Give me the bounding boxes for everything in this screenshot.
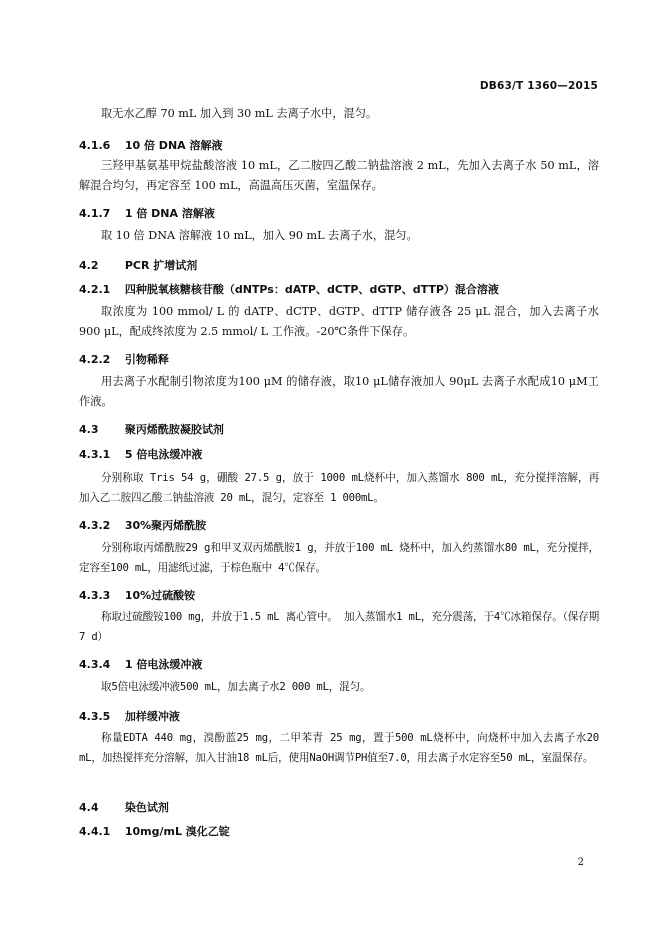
section-number: 4.4 [79, 801, 99, 814]
section-title: 聚丙烯酰胺凝胶试剂 [124, 423, 224, 436]
section-number: 4.2.1 [79, 283, 111, 296]
section-number: 4.4.1 [79, 825, 111, 838]
paragraph: 取5倍电泳缓冲液500 mL，加去离子水2 000 mL，混匀。 [101, 681, 371, 693]
section-heading [79, 257, 197, 273]
section-number: 4.3.4 [79, 658, 111, 671]
section-title: 1 倍 DNA 溶解液 [124, 207, 215, 220]
section-heading [79, 421, 224, 437]
section-number: 4.2 [79, 259, 99, 272]
document-code: DB63/T 1360—2015 [479, 80, 598, 92]
section-number: 4.3.5 [79, 710, 111, 723]
paragraph: 取浓度为 100 mmol/ L 的 dATP、dCTP、dGTP、dTTP 储存液各 25 μL 混合，加入去离子水 900 μL，配成终浓度为 2.5 mmol/ L 工作液。-20℃条件下保存。 [79, 305, 599, 338]
section-number: 4.2.2 [79, 353, 111, 366]
section-title: 四种脱氧核糖核苷酸（dNTPs：dATP、dCTP、dGTP、dTTP）混合溶液 [124, 283, 499, 296]
section-title: 1 倍电泳缓冲液 [124, 658, 203, 671]
section-title: 染色试剂 [124, 801, 169, 814]
section-title: 10%过硫酸铵 [124, 589, 196, 602]
section-number: 4.3 [79, 423, 99, 436]
section-heading [79, 446, 202, 462]
section-heading [79, 656, 202, 672]
section-heading [79, 823, 230, 839]
section-heading [79, 708, 180, 724]
section-title: 30%聚丙烯酰胺 [124, 519, 207, 532]
section-number: 4.1.7 [79, 207, 111, 220]
section-title: 5 倍电泳缓冲液 [124, 448, 203, 461]
section-title: 10mg/mL 溴化乙锭 [124, 825, 230, 838]
section-number: 4.3.3 [79, 589, 111, 602]
paragraph: 用去离子水配制引物浓度为100 μM 的储存液，取10 μL储存液加人 90μL 去离子水配成10 μM工作液。 [79, 375, 599, 408]
paragraph: 取无水乙醇 70 mL 加入到 30 mL 去离子水中，混匀。 [101, 107, 378, 120]
paragraph: 取 10 倍 DNA 溶解液 10 mL，加入 90 mL 去离子水，混匀。 [101, 229, 418, 242]
section-heading [79, 281, 499, 297]
section-heading [79, 351, 169, 367]
section-number: 4.1.6 [79, 139, 111, 152]
section-title: 引物稀释 [124, 353, 169, 366]
paragraph: 分别称取 Tris 54 g，硼酸 27.5 g，放于 1000 mL烧杯中，加入蒸馏水 800 mL，充分搅拌溶解，再加入乙二胺四乙酸二钠盐溶液 20 mL，混匀，定容至 1 000mL。 [79, 472, 599, 504]
section-title: PCR 扩增试剂 [124, 259, 198, 272]
section-heading [79, 799, 169, 815]
paragraph: 称量EDTA 440 mg，溴酚蓝25 mg，二甲苯青 25 mg，置于500 mL烧杯中，向烧杯中加入去离子水20 mL，加热搅拌充分溶解，加入甘油18 mL后，使用NaOH调节PH值至7.0，用去离子水定容至50 mL，室温保存。 [79, 732, 599, 764]
section-heading [79, 205, 215, 221]
page-number: 2 [577, 857, 584, 868]
section-heading [79, 587, 195, 603]
paragraph: 三羟甲基氨基甲烷盐酸溶液 10 mL，乙二胺四乙酸二钠盐溶液 2 mL，先加入去离子水 50 mL，溶解混合均匀，再定容至 100 mL，高温高压灭菌，室温保存。 [79, 159, 599, 192]
section-number: 4.3.2 [79, 519, 111, 532]
section-title: 加样缓冲液 [124, 710, 180, 723]
section-number: 4.3.1 [79, 448, 111, 461]
section-heading [79, 137, 223, 153]
section-title: 10 倍 DNA 溶解液 [124, 139, 223, 152]
paragraph: 分别称取丙烯酰胺29 g和甲叉双丙烯酰胺1 g，并放于100 mL 烧杯中，加入约蒸馏水80 mL，充分搅拌，定容至100 mL，用滤纸过滤，于棕色瓶中 4℃保存。 [79, 542, 599, 574]
section-heading [79, 517, 206, 533]
paragraph: 称取过硫酸铵100 mg，并放于1.5 mL 离心管中。 加入蒸馏水1 mL，充分震荡，于4℃冰箱保存。（保存期7 d） [79, 611, 599, 643]
